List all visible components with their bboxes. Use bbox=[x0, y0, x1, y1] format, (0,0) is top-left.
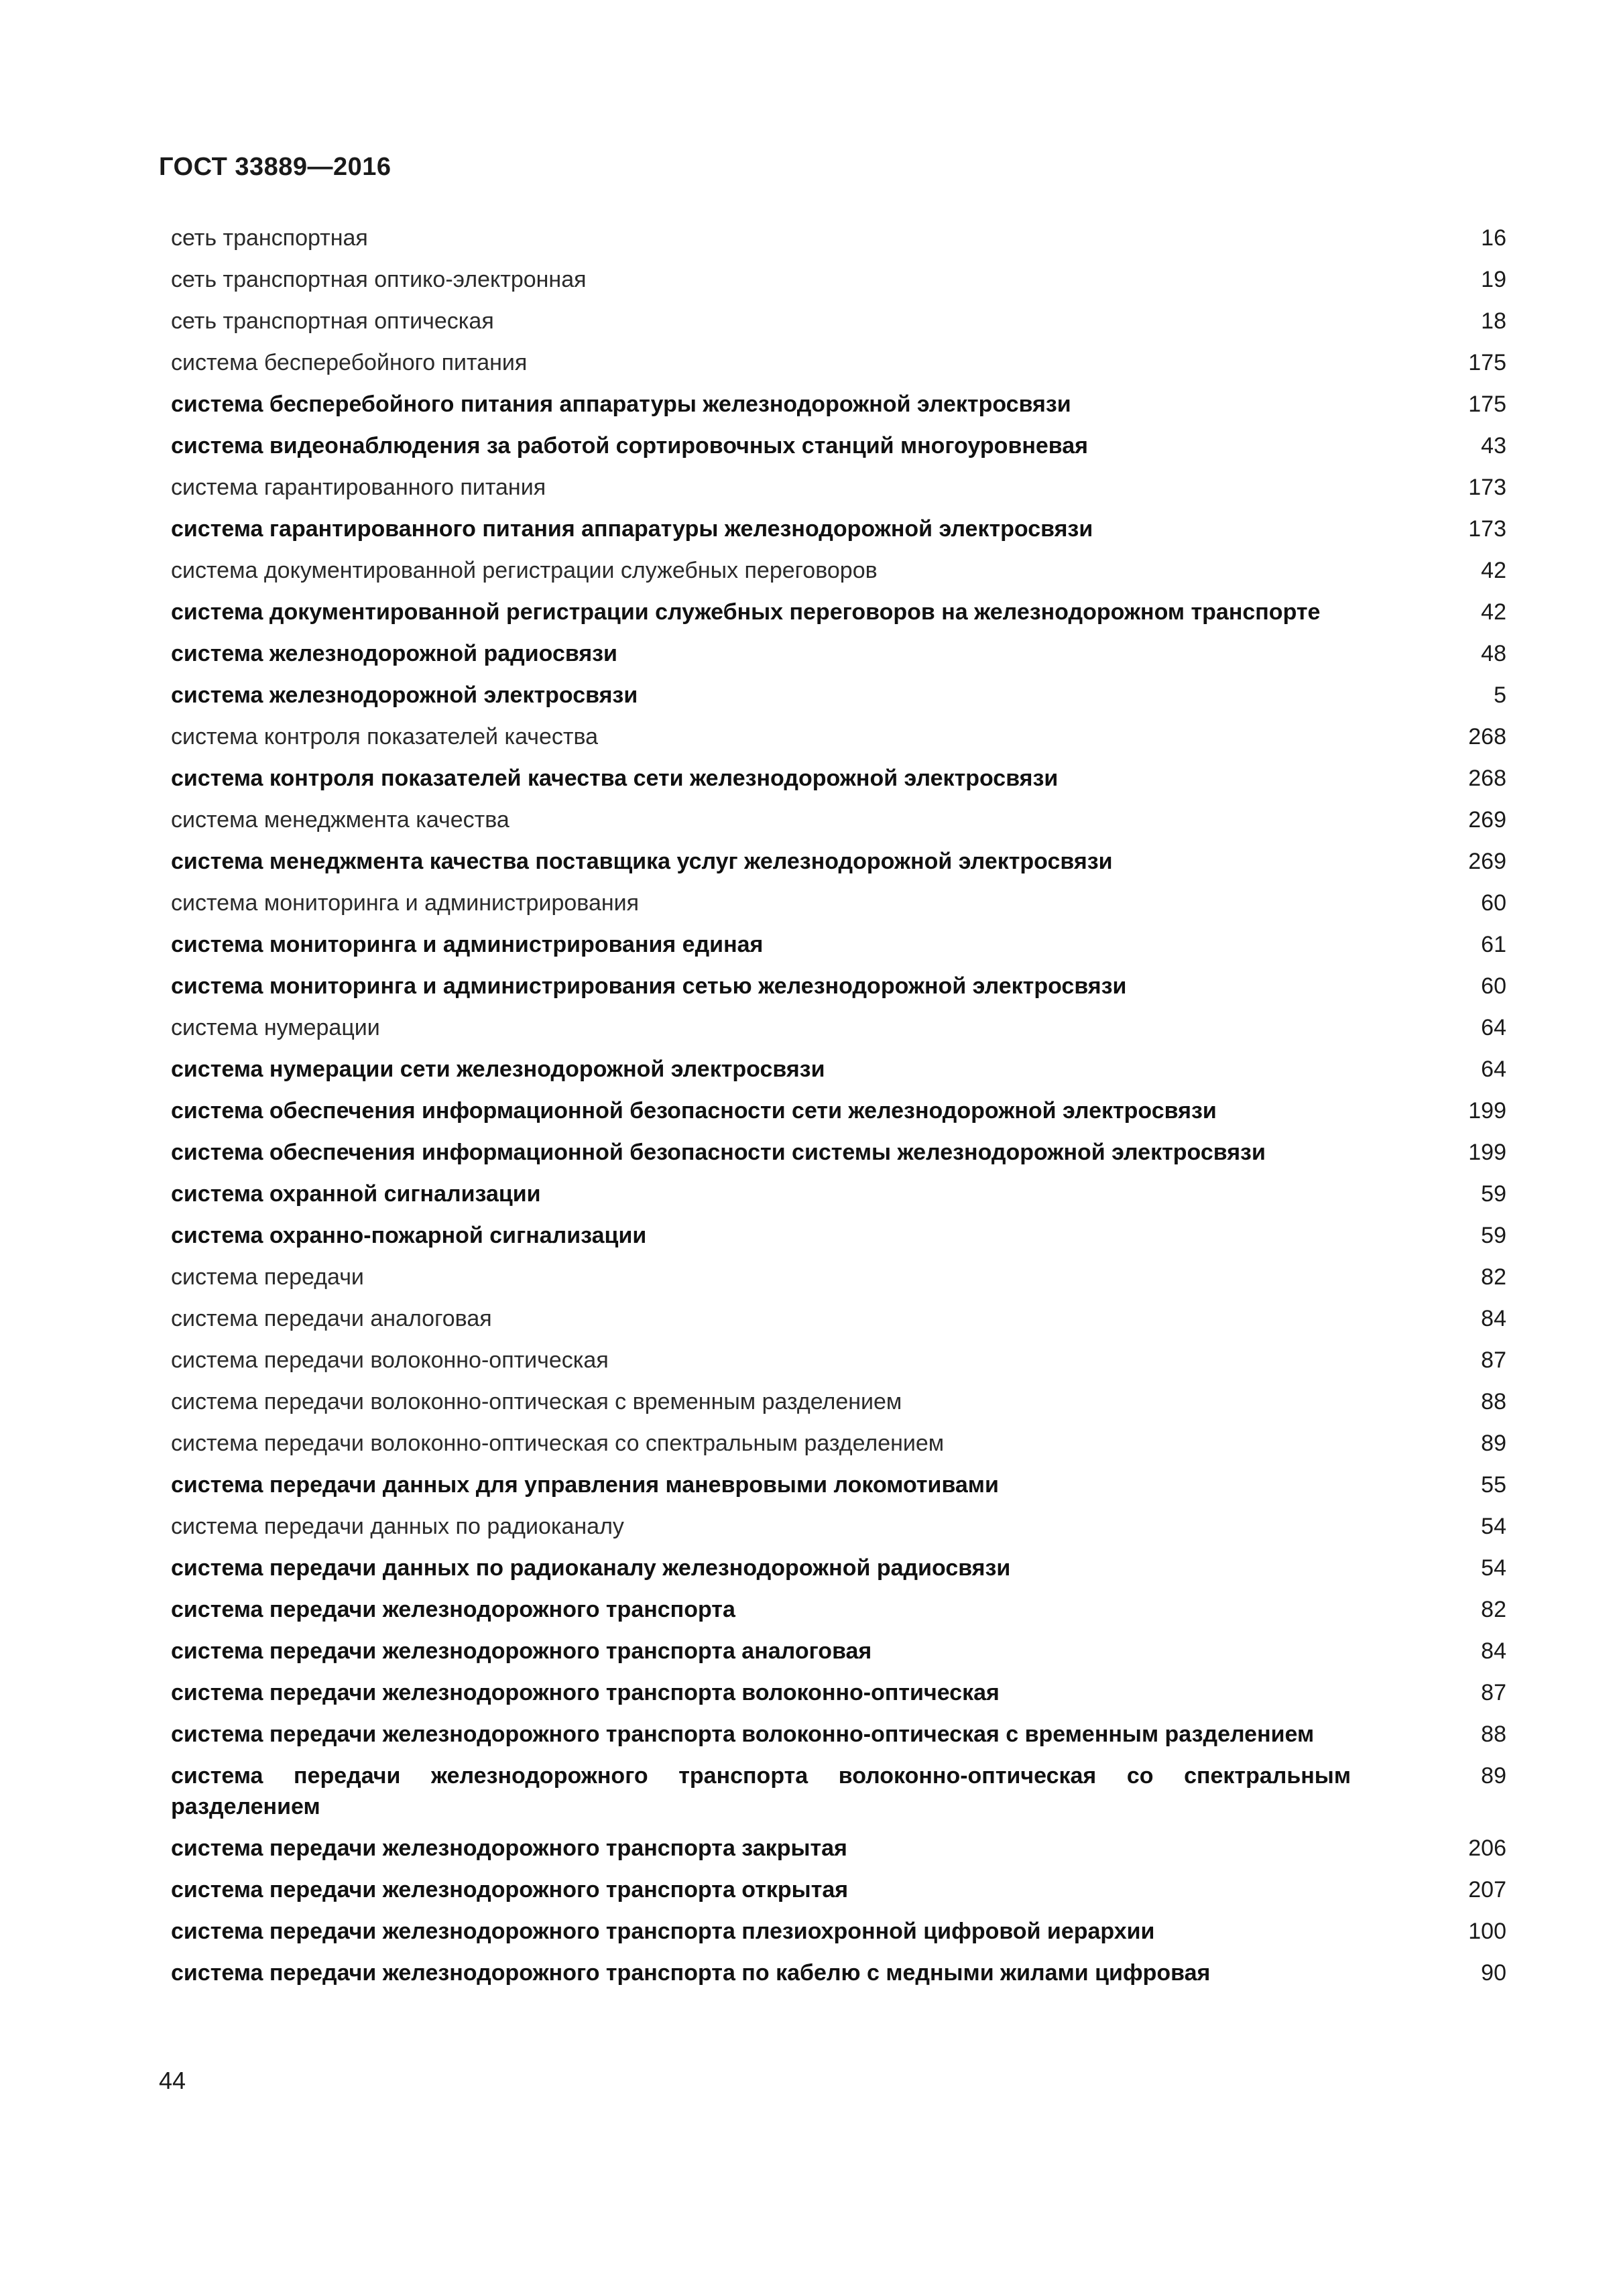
index-page-ref: 173 bbox=[1468, 516, 1506, 542]
index-term: система бесперебойного питания аппаратуры железнодорожной электросвязи bbox=[171, 391, 1071, 417]
document-header: ГОСТ 33889—2016 bbox=[159, 153, 392, 181]
index-term: система мониторинга и администрирования bbox=[171, 890, 640, 916]
index-term: система контроля показателей качества сети железнодорожной электросвязи bbox=[171, 766, 1059, 791]
index-page-ref: 199 bbox=[1468, 1098, 1506, 1124]
index-term: сеть транспортная оптическая bbox=[171, 308, 494, 334]
index-term: система передачи железнодорожного транспорта аналоговая bbox=[171, 1638, 872, 1664]
index-term: система передачи железнодорожного транспорта по кабелю с медными жилами цифровая bbox=[171, 1960, 1211, 1986]
index-term: система передачи аналоговая bbox=[171, 1306, 492, 1331]
index-term: система документированной регистрации служебных переговоров на железнодорожном транспорте bbox=[171, 599, 1321, 625]
index-entry bbox=[171, 1303, 1506, 1345]
index-entry bbox=[171, 1345, 1506, 1386]
index-page-ref: 87 bbox=[1481, 1347, 1506, 1373]
term-index-list bbox=[171, 223, 1506, 1999]
index-page-ref: 61 bbox=[1481, 932, 1506, 957]
index-term: система передачи данных для управления маневровыми локомотивами bbox=[171, 1472, 999, 1498]
index-term: система передачи волоконно-оптическая bbox=[171, 1347, 609, 1373]
index-entry bbox=[171, 1179, 1506, 1220]
index-entry bbox=[171, 888, 1506, 929]
index-entry bbox=[171, 1553, 1506, 1594]
index-entry bbox=[171, 306, 1506, 347]
index-page-ref: 268 bbox=[1468, 724, 1506, 749]
index-entry bbox=[171, 846, 1506, 888]
index-term: система менеджмента качества поставщика услуг железнодорожной электросвязи bbox=[171, 849, 1113, 874]
index-term: система железнодорожной электросвязи bbox=[171, 682, 638, 708]
index-entry bbox=[171, 1833, 1506, 1874]
index-term: система мониторинга и администрирования единая bbox=[171, 932, 764, 957]
index-page-ref: 87 bbox=[1481, 1680, 1506, 1705]
index-term: система нумерации сети железнодорожной электросвязи bbox=[171, 1056, 825, 1082]
index-term: сеть транспортная оптико-электронная bbox=[171, 267, 587, 292]
index-page-ref: 42 bbox=[1481, 558, 1506, 583]
index-page-ref: 60 bbox=[1481, 890, 1506, 916]
index-entry bbox=[171, 597, 1506, 638]
index-page-ref: 16 bbox=[1481, 225, 1506, 251]
index-page-ref: 48 bbox=[1481, 641, 1506, 666]
index-page-ref: 100 bbox=[1468, 1919, 1506, 1944]
index-entry bbox=[171, 804, 1506, 846]
index-page-ref: 82 bbox=[1481, 1597, 1506, 1622]
index-entry bbox=[171, 1511, 1506, 1553]
index-entry bbox=[171, 1137, 1506, 1179]
index-page-ref: 269 bbox=[1468, 807, 1506, 833]
index-term: система гарантированного питания аппаратуры железнодорожной электросвязи bbox=[171, 516, 1093, 542]
index-page-ref: 269 bbox=[1468, 849, 1506, 874]
index-entry bbox=[171, 555, 1506, 597]
index-entry bbox=[171, 971, 1506, 1012]
index-page-ref: 88 bbox=[1481, 1721, 1506, 1747]
index-term: система бесперебойного питания bbox=[171, 350, 528, 375]
index-page-ref: 59 bbox=[1481, 1181, 1506, 1207]
index-page-ref: 54 bbox=[1481, 1514, 1506, 1539]
index-page-ref: 88 bbox=[1481, 1389, 1506, 1414]
index-entry bbox=[171, 1916, 1506, 1957]
index-page-ref: 64 bbox=[1481, 1015, 1506, 1040]
index-entry bbox=[171, 223, 1506, 264]
index-entry bbox=[171, 929, 1506, 971]
index-term: система передачи волоконно-оптическая с временным разделением bbox=[171, 1389, 902, 1414]
index-entry bbox=[171, 1636, 1506, 1677]
index-term: система мониторинга и администрирования сетью железнодорожной электросвязи bbox=[171, 973, 1127, 999]
index-page-ref: 90 bbox=[1481, 1960, 1506, 1986]
index-entry bbox=[171, 638, 1506, 680]
index-entry bbox=[171, 763, 1506, 804]
index-term: система нумерации bbox=[171, 1015, 380, 1040]
index-term: система охранной сигнализации bbox=[171, 1181, 541, 1207]
index-page-ref: 42 bbox=[1481, 599, 1506, 625]
index-entry bbox=[171, 1719, 1506, 1760]
index-term: система передачи волоконно-оптическая со спектральным разделением bbox=[171, 1431, 945, 1456]
index-entry bbox=[171, 1594, 1506, 1636]
index-entry bbox=[171, 389, 1506, 430]
index-entry bbox=[171, 1428, 1506, 1469]
index-page-ref: 84 bbox=[1481, 1306, 1506, 1331]
index-entry bbox=[171, 1386, 1506, 1428]
index-entry bbox=[171, 721, 1506, 763]
index-entry bbox=[171, 1469, 1506, 1511]
index-entry bbox=[171, 472, 1506, 513]
index-term: система передачи железнодорожного транспорта волоконно-оптическая bbox=[171, 1680, 1000, 1705]
index-term: система передачи железнодорожного транспорта закрытая bbox=[171, 1835, 847, 1861]
index-entry bbox=[171, 1054, 1506, 1095]
index-term: система обеспечения информационной безопасности системы железнодорожной электросвязи bbox=[171, 1140, 1266, 1165]
index-page-ref: 206 bbox=[1468, 1835, 1506, 1861]
index-term: система передачи железнодорожного транспорта волоконно-оптическая со спектральным разделением bbox=[171, 1763, 1351, 1819]
index-page-ref: 173 bbox=[1468, 475, 1506, 500]
index-page-ref: 59 bbox=[1481, 1223, 1506, 1248]
index-entry bbox=[171, 513, 1506, 555]
index-page-ref: 268 bbox=[1468, 766, 1506, 791]
index-page-ref: 175 bbox=[1468, 350, 1506, 375]
index-entry bbox=[171, 1677, 1506, 1719]
index-page-ref: 55 bbox=[1481, 1472, 1506, 1498]
index-page-ref: 18 bbox=[1481, 308, 1506, 334]
index-entry bbox=[171, 1012, 1506, 1054]
index-entry bbox=[171, 1220, 1506, 1262]
index-page-ref: 199 bbox=[1468, 1140, 1506, 1165]
index-term: система передачи данных по радиоканалу железнодорожной радиосвязи bbox=[171, 1555, 1011, 1581]
index-term: система железнодорожной радиосвязи bbox=[171, 641, 617, 666]
index-page-ref: 54 bbox=[1481, 1555, 1506, 1581]
index-term: сеть транспортная bbox=[171, 225, 368, 251]
index-page-ref: 175 bbox=[1468, 391, 1506, 417]
index-entry bbox=[171, 347, 1506, 389]
index-term: система гарантированного питания bbox=[171, 475, 546, 500]
index-term: система обеспечения информационной безопасности сети железнодорожной электросвязи bbox=[171, 1098, 1217, 1124]
index-term: система передачи железнодорожного транспорта bbox=[171, 1597, 735, 1622]
index-term: система передачи bbox=[171, 1264, 364, 1290]
index-entry bbox=[171, 264, 1506, 306]
index-page-ref: 82 bbox=[1481, 1264, 1506, 1290]
index-page-ref: 89 bbox=[1481, 1431, 1506, 1456]
index-term: система видеонаблюдения за работой сортировочных станций многоуровневая bbox=[171, 433, 1089, 459]
index-page-ref: 207 bbox=[1468, 1877, 1506, 1902]
index-entry bbox=[171, 1760, 1506, 1833]
index-term: система передачи железнодорожного транспорта волоконно-оптическая с временным разделением bbox=[171, 1721, 1315, 1747]
index-term: система охранно-пожарной сигнализации bbox=[171, 1223, 647, 1248]
index-page-ref: 89 bbox=[1481, 1763, 1506, 1789]
page-number: 44 bbox=[159, 2067, 186, 2094]
index-entry bbox=[171, 1957, 1506, 1999]
index-page-ref: 5 bbox=[1494, 682, 1506, 708]
index-page-ref: 84 bbox=[1481, 1638, 1506, 1664]
index-page-ref: 60 bbox=[1481, 973, 1506, 999]
index-entry bbox=[171, 1874, 1506, 1916]
index-term: система передачи данных по радиоканалу bbox=[171, 1514, 624, 1539]
index-term: система менеджмента качества bbox=[171, 807, 509, 833]
index-entry bbox=[171, 430, 1506, 472]
index-entry bbox=[171, 1262, 1506, 1303]
index-entry bbox=[171, 1095, 1506, 1137]
index-term: система документированной регистрации служебных переговоров bbox=[171, 558, 878, 583]
index-entry bbox=[171, 680, 1506, 721]
index-page-ref: 19 bbox=[1481, 267, 1506, 292]
index-term: система передачи железнодорожного транспорта плезиохронной цифровой иерархии bbox=[171, 1919, 1155, 1944]
index-page-ref: 64 bbox=[1481, 1056, 1506, 1082]
index-term: система передачи железнодорожного транспорта открытая bbox=[171, 1877, 849, 1902]
index-term: система контроля показателей качества bbox=[171, 724, 599, 749]
index-page-ref: 43 bbox=[1481, 433, 1506, 459]
